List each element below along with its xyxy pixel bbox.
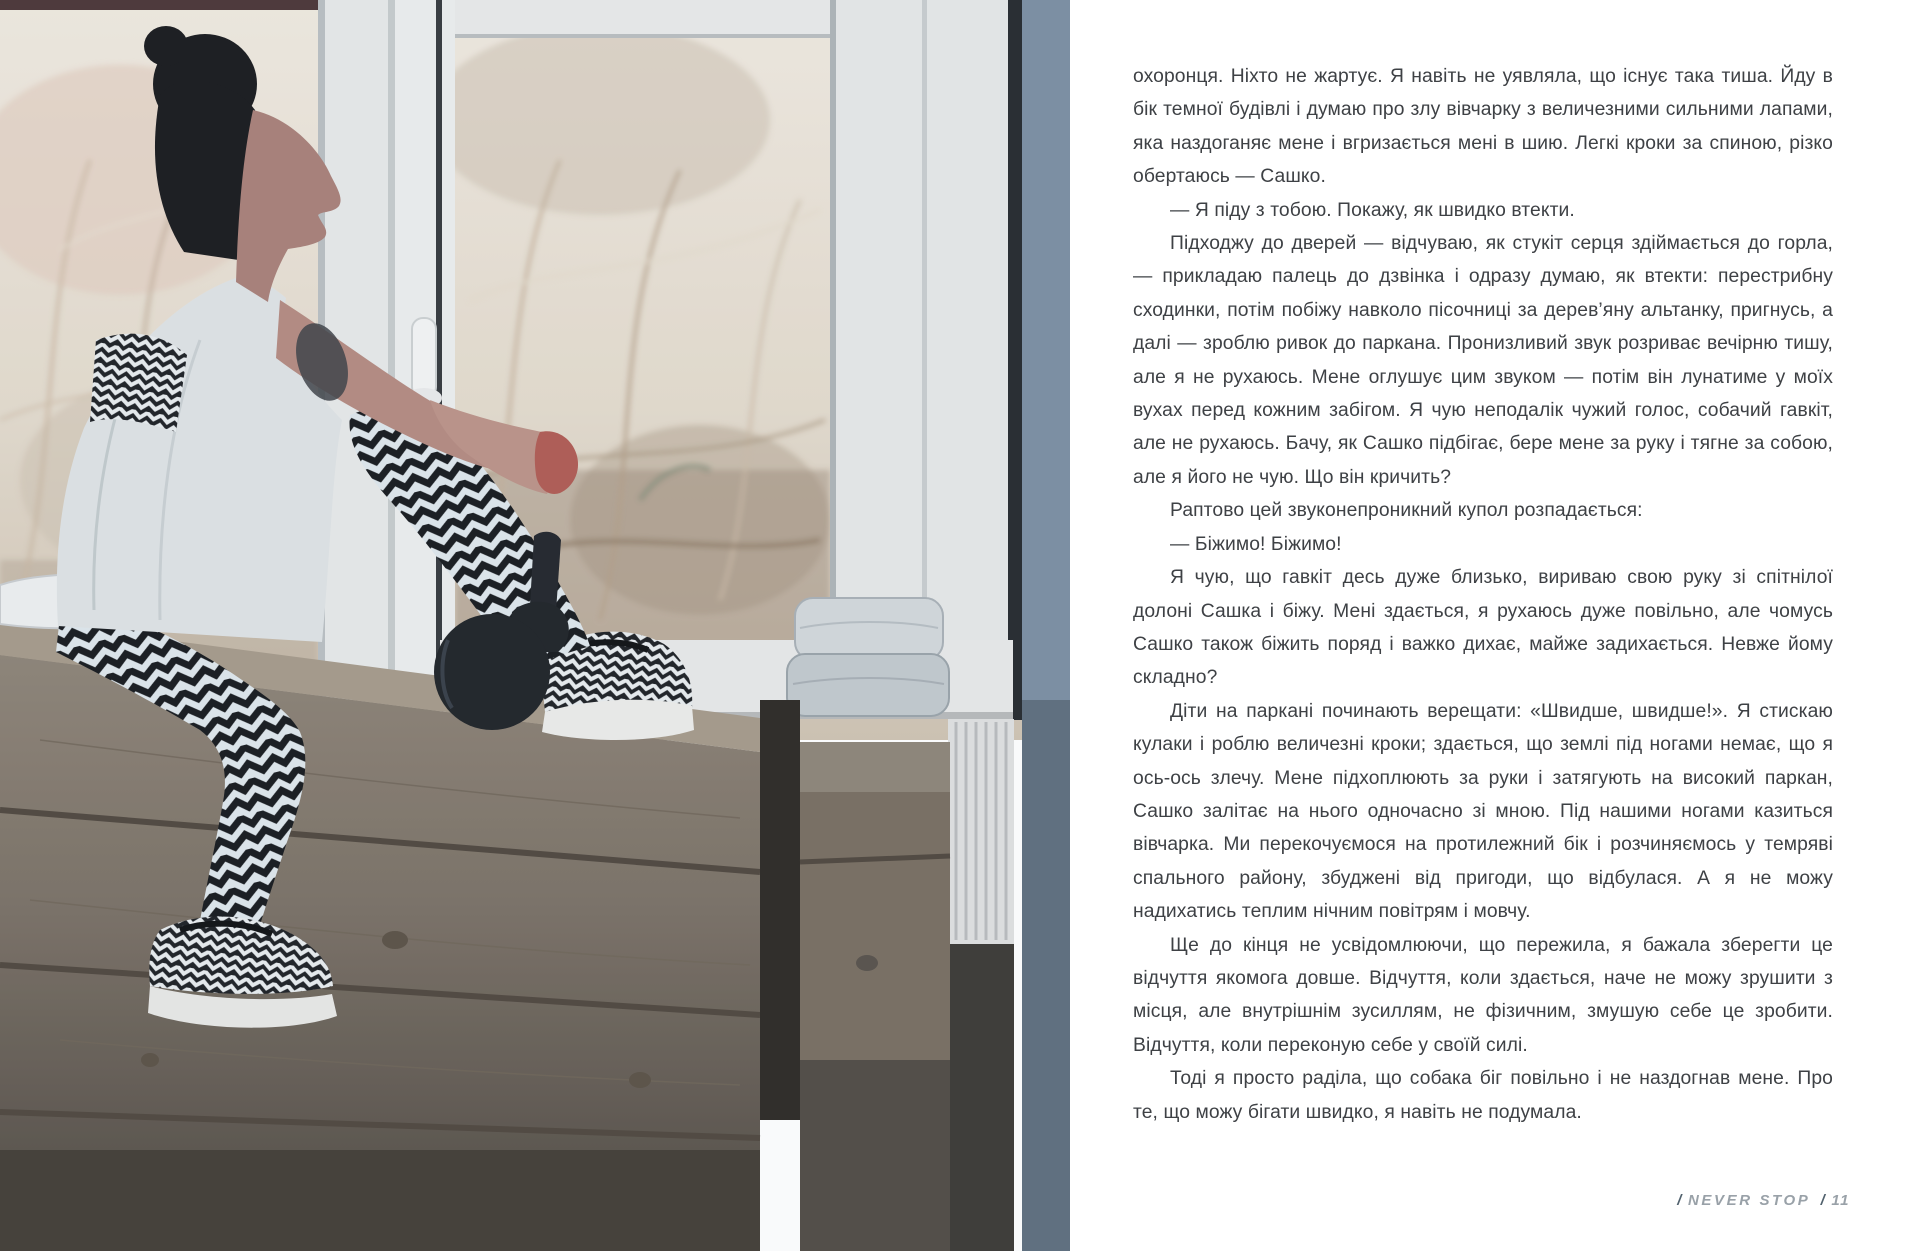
footer-book-title: NEVER STOP <box>1688 1192 1810 1209</box>
body-text <box>1133 60 1833 1129</box>
paragraph: охоронця. Ніхто не жартує. Я навіть не уявляла, що існує така тиша. Йду в бік темної будівлі і думаю про злу вівчарку з величезними сильними лапами, яка наздоганяє мене і вгризається мені в шию. Легкі кроки за спиною, різко обертаюсь — Сашко. <box>1133 66 1833 188</box>
footer-slash: / <box>1820 1192 1828 1209</box>
footer-page-number: 11 <box>1831 1192 1850 1209</box>
paragraph: Підходжу до дверей — відчуваю, як стукіт серця здіймається до горла, — прикладаю палець до дзвінка і одразу думаю, як втекти: перестрибну сходинки, потім побіжу навколо пісочниці за дерев’яну альтанку, пригнусь, а далі — зроблю ривок до паркана. Пронизливий звук розриває вечірню тишу, але я не рухаюсь. Мене оглушує цим звуком — потім він лунатиме у моїх вухах перед кожним забігом. Я чую неподалік чужий голос, собачий гавкіт, але не рухаюсь. Бачу, як Сашко підбігає, бере мене за руку і тягне за собою, але я його не чую. Що він кричить? <box>1133 233 1833 488</box>
paragraph: Раптово цей звуконепроникний купол розпадається: <box>1170 500 1643 522</box>
paragraph: — Я піду з тобою. Покажу, як швидко втекти. <box>1170 199 1575 221</box>
paragraph: Тоді я просто раділа, що собака біг повільно і не наздогнав мене. Про те, що можу бігати швидко, я навіть не подумала. <box>1133 1068 1833 1123</box>
footer-slash: / <box>1677 1192 1684 1209</box>
page-footer <box>1673 1192 1850 1209</box>
paragraph: — Біжимо! Біжимо! <box>1170 533 1342 555</box>
paragraph: Я чую, що гавкіт десь дуже близько, вириваю свою руку зі спітнілої долоні Сашка і біжу. Мені здається, я рухаюсь дуже повільно, але чомусь Сашко також біжить поряд і важко дихає, майже задихається. Невже йому складно? <box>1133 567 1833 689</box>
paragraph: Діти на паркані починають верещати: «Швидше, швидше!». Я стискаю кулаки і роблю величезні кроки; здається, що землі під ногами немає, що я ось-ось злечу. Мене підхоплюють за руки і затягують на високий паркан, Сашко залітає на нього одночасно зі мною. Під нашими ногами казиться вівчарка. Ми перекочуємося на протилежний бік і розчиняємось у темряві спального району, збуджені від пригоди, що відбулася. А я не можу надихатись теплим нічним повітрям і мовчу. <box>1133 700 1833 923</box>
paragraph: Ще до кінця не усвідомлюючи, що пережила, я бажала зберегти це відчуття якомога довше. Відчуття, коли здається, наче не можу зрушити з місця, але внутрішнім зусиллям, не фізичним, змушую себе це зробити. Відчуття, коли переконую себе у своїй силі. <box>1133 934 1833 1056</box>
